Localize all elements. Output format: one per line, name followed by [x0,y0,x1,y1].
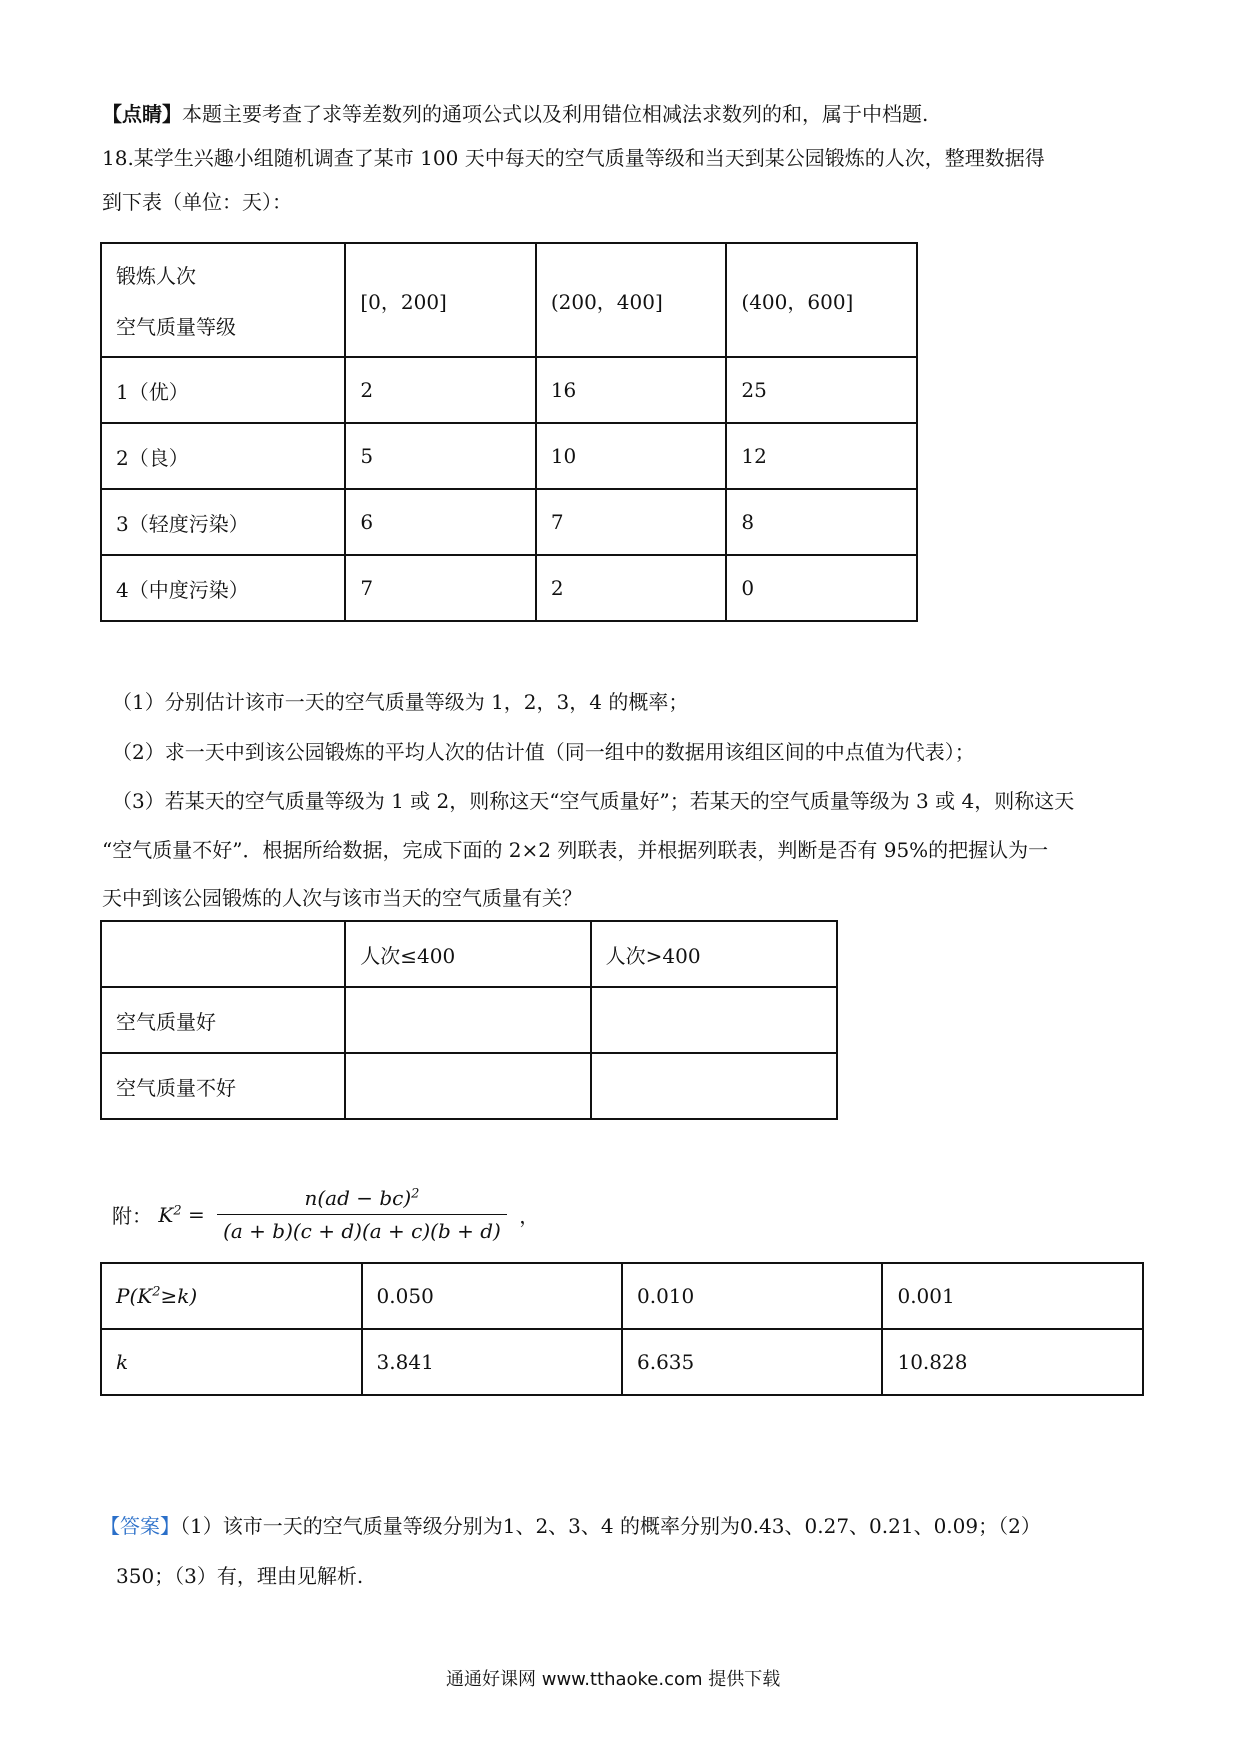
table-row [101,1329,1143,1395]
empty-cell [345,987,590,1053]
contingency-header-row [101,921,837,987]
table-cell: 0.001 [882,1263,1143,1329]
table-cell: 6 [345,489,535,555]
table-cell: 12 [726,423,917,489]
table-row [101,489,917,555]
table-cell: 0.010 [622,1263,882,1329]
table-cell: 2 [536,555,727,621]
formula-lhs-symbol: K [158,1202,174,1227]
table-row [101,987,837,1053]
formula-numerator [217,1186,507,1215]
table-row [101,1053,837,1119]
answer-line-2: 350；（3）有，理由见解析. [116,1564,364,1588]
formula-lhs-sup: 2 [173,1202,182,1218]
row-label: 3（轻度污染） [101,489,345,555]
table-row [101,555,917,621]
question-1: （1）分别估计该市一天的空气质量等级为 1，2，3，4 的概率； [112,690,689,714]
column-header: (200，400] [536,243,727,357]
table-cell: 16 [536,357,727,423]
problem-line-1: 18.某学生兴趣小组随机调查了某市 100 天中每天的空气质量等级和当天到某公园锻炼的人次，整理数据得 [102,146,1045,170]
contingency-table [100,920,838,1120]
table-row [101,1263,1143,1329]
answer-label: 【答案】 [100,1514,180,1538]
column-header: 人次≤400 [345,921,590,987]
question-3-line-1: （3）若某天的空气质量等级为 1 或 2，则称这天“空气质量好”；若某天的空气质量等级为 3 或 4，则称这天 [112,789,1075,813]
answer-text-1: （1）该市一天的空气质量等级分别为1、2、3、4 的概率分别为0.43、0.27、0.21、0.09；（2） [180,1514,1041,1538]
formula-denominator: (a + b)(c + d)(a + c)(b + d) [223,1219,501,1243]
formula-numerator-text: n(ad − bc) [304,1186,412,1210]
header-top-label: 锻炼人次 [116,264,196,288]
probability-label-sup: 2 [152,1284,161,1300]
table-row [101,357,917,423]
table-cell: 0.050 [362,1263,622,1329]
row-label: 4（中度污染） [101,555,345,621]
formula-numerator-sup: 2 [411,1186,420,1202]
table-cell: 7 [345,555,535,621]
table-cell: 25 [726,357,917,423]
table-cell: 8 [726,489,917,555]
empty-cell [591,1053,837,1119]
column-header: 人次>400 [591,921,837,987]
table-cell: 6.635 [622,1329,882,1395]
table-row [101,423,917,489]
empty-corner-cell [101,921,345,987]
probability-label-part: ≥k) [160,1284,198,1308]
empty-cell [591,987,837,1053]
intro-text: 本题主要考查了求等差数列的通项公式以及利用错位相减法求数列的和，属于中档题. [182,102,929,126]
formula-prefix: 附： [112,1204,152,1228]
question-2: （2）求一天中到该公园锻炼的平均人次的估计值（同一组中的数据用该组区间的中点值为代表）； [112,740,975,764]
table-cell: 7 [536,489,727,555]
data-table [100,242,918,622]
header-diagonal-cell [101,243,345,357]
column-header: (400，600] [726,243,917,357]
table-cell: 10 [536,423,727,489]
row-label: k [101,1329,362,1395]
row-label: 1（优） [101,357,345,423]
chi-square-formula [112,1186,539,1243]
row-label: 空气质量好 [101,987,345,1053]
probability-label-part: P(K [116,1284,153,1308]
header-bottom-label: 空气质量等级 [116,315,236,339]
formula-suffix: ， [519,1204,540,1228]
formula-fraction [217,1186,507,1243]
question-3-line-2: “空气质量不好”．根据所给数据，完成下面的 2×2 列联表，并根据列联表，判断是否有 95%的把握认为一 [102,838,1049,862]
row-label: 空气质量不好 [101,1053,345,1119]
table-cell: 5 [345,423,535,489]
empty-cell [345,1053,590,1119]
row-label [101,1263,362,1329]
table-cell: 2 [345,357,535,423]
table-cell: 0 [726,555,917,621]
answer-line-1 [100,1510,1041,1539]
question-3-line-3: 天中到该公园锻炼的人次与该市当天的空气质量有关？ [102,886,582,910]
table-cell: 10.828 [882,1329,1143,1395]
intro-line [102,98,928,127]
table-cell: 3.841 [362,1329,622,1395]
row-label: 2（良） [101,423,345,489]
column-header: [0，200] [345,243,535,357]
footer-text: 通通好课网 www.tthaoke.com 提供下载 [446,1669,781,1690]
intro-label: 【点睛】 [102,102,182,126]
formula-lhs [158,1203,181,1227]
problem-line-2: 到下表（单位：天）： [102,190,292,214]
data-table-header-row [101,243,917,357]
formula-equals: = [187,1202,205,1227]
critical-value-table [100,1262,1144,1396]
